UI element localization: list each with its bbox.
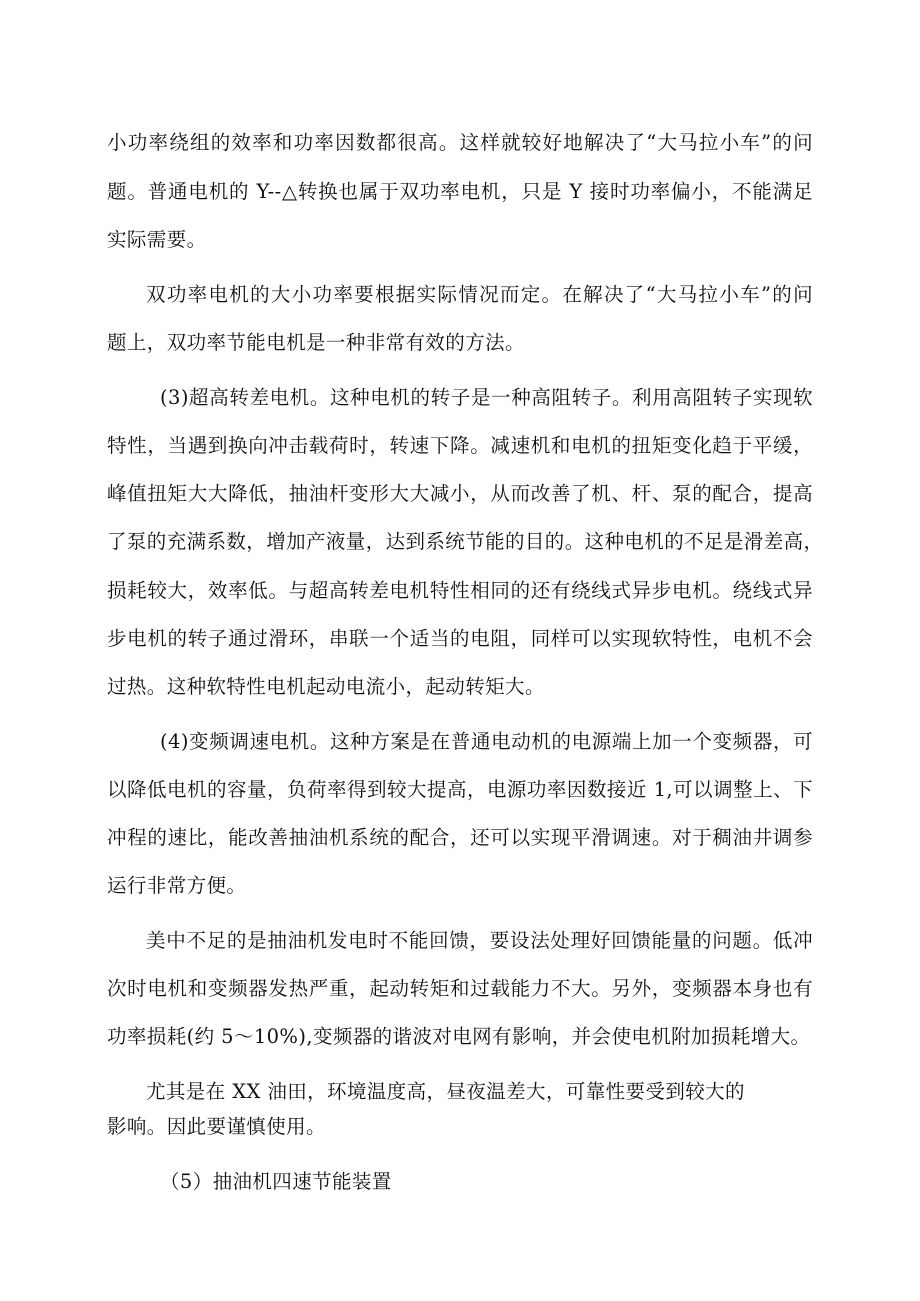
paragraph-2-line-2: 题上，双功率节能电机是一种非常有效的方法。 — [107, 331, 525, 354]
paragraph-5-line-1: 美中不足的是抽油机发电时不能回馈，要设法处理好回馈能量的问题。低冲 — [146, 929, 813, 952]
paragraph-2-line-1: 双功率电机的大小功率要根据实际情况而定。在解决了“大马拉小车”的问 — [146, 283, 813, 306]
paragraph-4-line-1: (4)变频调速电机。这种方案是在普通电动机的电源端上加一个变频器，可 — [160, 730, 813, 753]
paragraph-4-line-3: 冲程的速比，能改善抽油机系统的配合，还可以实现平滑调速。对于稠油井调参 — [107, 826, 813, 849]
paragraph-1-line-1: 小功率绕组的效率和功率因数都很高。这样就较好地解决了“大马拉小车”的问 — [107, 131, 813, 154]
paragraph-3-line-6: 步电机的转子通过滑环，串联一个适当的电阻，同样可以实现软特性，电机不会 — [107, 627, 813, 650]
paragraph-3-line-2: 特性，当遇到换向冲击载荷时，转速下降。减速机和电机的扭矩变化趋于平缓， — [107, 434, 813, 457]
paragraph-4-line-4: 运行非常方便。 — [107, 874, 247, 897]
paragraph-3-line-5: 损耗较大，效率低。与超高转差电机特性相同的还有绕线式异步电机。绕线式异 — [107, 579, 813, 602]
paragraph-3-line-4: 了泵的充满系数，增加产液量，达到系统节能的目的。这种电机的不足是滑差高， — [107, 530, 824, 553]
paragraph-1-line-3: 实际需要。 — [107, 228, 207, 251]
paragraph-3-line-7: 过热。这种软特性电机起动电流小，起动转矩大。 — [107, 675, 545, 698]
section-heading-5: （5）抽油机四速节能装置 — [160, 1170, 392, 1193]
paragraph-4-line-2: 以降低电机的容量，负荷率得到较大提高，电源功率因数接近 1,可以调整上、下 — [107, 778, 813, 801]
paragraph-3-line-3: 峰值扭矩大大降低，抽油杆变形大大减小，从而改善了机、杆、泵的配合，提高 — [107, 482, 813, 505]
paragraph-1-line-2: 题。普通电机的 Y--△转换也属于双功率电机，只是 Y 接时功率偏小，不能满足 — [107, 180, 813, 203]
paragraph-5-line-3: 功率损耗(约 5～10%),变频器的谐波对电网有影响，并会使电机附加损耗增大。 — [107, 1025, 811, 1048]
paragraph-3-line-1: (3)超高转差电机。这种电机的转子是一种高阻转子。利用高阻转子实现软 — [160, 386, 813, 409]
paragraph-6-line-1: 尤其是在 XX 油田，环境温度高，昼夜温差大，可靠性要受到较大的 — [146, 1080, 745, 1103]
paragraph-5-line-2: 次时电机和变频器发热严重，起动转矩和过载能力不大。另外，变频器本身也有 — [107, 977, 813, 1000]
paragraph-6-line-2: 影响。因此要谨慎使用。 — [107, 1115, 326, 1138]
